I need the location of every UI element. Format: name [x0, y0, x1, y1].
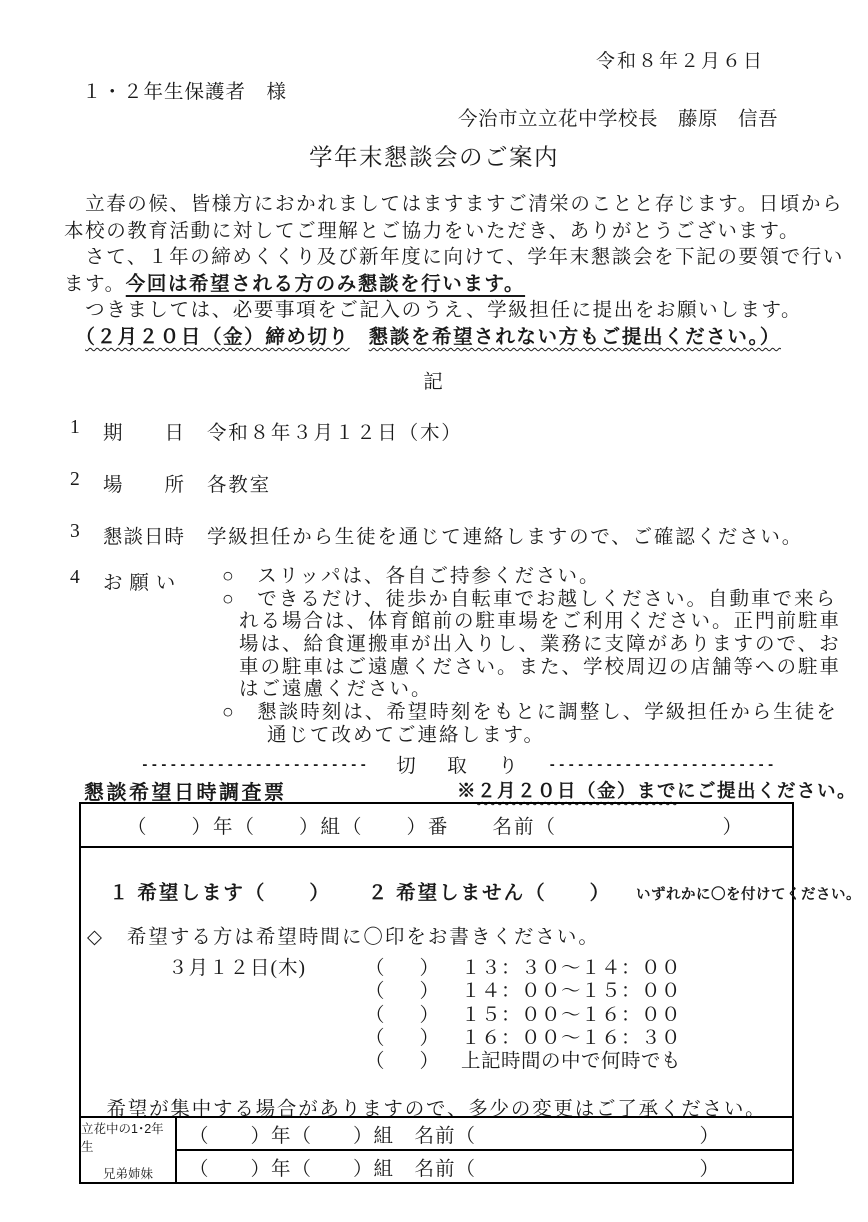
choice-instruction: いずれかに〇を付けてください。	[636, 887, 862, 903]
attendance-choice-row	[109, 877, 861, 905]
document-title: 学年末懇談会のご案内	[309, 145, 559, 171]
body-paragraphs	[64, 192, 856, 352]
bullet-line: 車の駐車はご遠慮ください。また、学校周辺の店舗等への駐車	[239, 656, 842, 678]
dashed-rule-left: ------------------------	[142, 755, 371, 773]
item-number: 4	[70, 567, 80, 588]
record-item-place	[0, 469, 868, 496]
student-name-row	[81, 804, 792, 848]
cut-here-label: 切 取 り	[396, 756, 524, 777]
deadline-emphasis: 懇談を希望されない方もご提出ください。）	[368, 326, 781, 348]
time-slot-label: １６：００～１６：３０	[461, 1028, 682, 1049]
time-slot-row	[365, 1045, 681, 1073]
paren-close: ）	[419, 958, 439, 979]
deadline-date: ２月２０日（金）まで	[476, 782, 677, 802]
sibling-close-paren: ）	[699, 1158, 720, 1180]
request-bullet-list	[222, 566, 852, 748]
paragraph-line: さて、１年の締めくくり及び新年度に向けて、学年末懇談会を下記の要領で行い	[64, 247, 844, 269]
siblings-label-cell	[81, 1118, 177, 1182]
item-number: 1	[70, 417, 80, 438]
choice-option-no: ２ 希望しません（ ）	[367, 883, 612, 904]
paren-close: ）	[419, 981, 439, 1002]
plain-text: ます。	[64, 273, 126, 295]
paren-open: （	[365, 1005, 385, 1026]
document-date: 令和８年２月６日	[595, 51, 764, 72]
record-item-schedule	[0, 521, 868, 548]
choice-option-yes: １ 希望します（ ）	[109, 883, 331, 904]
record-heading: 記	[423, 372, 445, 393]
siblings-rows	[177, 1118, 792, 1182]
record-item-date	[0, 417, 868, 444]
diamond-mark: ◇	[87, 927, 104, 948]
sibling-fields: （ ）年（ ）組 名前（	[189, 1125, 477, 1147]
checkbox-blank	[365, 1045, 439, 1073]
change-notice-text: 希望が集中する場合がありますので、多少の変更はご了承ください。	[106, 1099, 767, 1120]
name-row-close-paren: ）	[722, 817, 744, 838]
time-instruction-text: 希望する方は希望時間に〇印をお書きください。	[126, 927, 600, 948]
time-slot-label: １３：３０～１４：００	[461, 958, 682, 979]
paren-close: ）	[419, 1005, 439, 1026]
deadline-suffix: にご提出ください。	[676, 782, 857, 802]
paren-open: （	[365, 958, 385, 979]
time-slot-label: １５：００～１６：００	[461, 1005, 682, 1026]
item-value: 令和８年３月１２日（木）	[207, 423, 463, 444]
bullet-line: れる場合は、体育館前の駐車場をご利用ください。正門前駐車	[239, 611, 842, 633]
survey-form-title: 懇談希望日時調査票	[84, 782, 287, 804]
name-row-fields: （ ）年（ ）組（ ）番 名前（	[127, 817, 558, 838]
survey-form-box	[79, 802, 862, 1184]
item-label: 期 日	[103, 423, 186, 444]
paren-open: （	[365, 1051, 385, 1072]
paren-open: （	[365, 981, 385, 1002]
dashed-rule-right: ------------------------	[549, 755, 778, 773]
bullet-line: はご遠慮ください。	[239, 679, 433, 701]
paragraph-line: 本校の教育活動に対してご理解とご協力をいただき、ありがとうございます。	[64, 220, 801, 242]
sibling-row	[177, 1151, 792, 1182]
deadline-emphasis: （２月２０日（金）締め切り	[85, 326, 350, 348]
bullet-line: ○ できるだけ、徒歩か自転車でお越しください。自動車で来ら	[222, 588, 837, 610]
recipient-line: １・２年生保護者 様	[82, 82, 288, 103]
reference-mark: ※	[456, 782, 477, 802]
siblings-table	[81, 1116, 792, 1182]
time-instruction-row	[87, 921, 600, 949]
item-label: 場 所	[103, 475, 186, 496]
item-value: 各教室	[207, 475, 271, 496]
paren-close: ）	[419, 1028, 439, 1049]
paragraph-line	[64, 272, 856, 299]
item-label: 懇談日時	[103, 527, 186, 548]
paren-open: （	[365, 1028, 385, 1049]
time-slot-label: 上記時間の中で何時でも	[461, 1051, 682, 1072]
paragraph-line	[64, 325, 856, 352]
bullet-line: 通じて改めてご連絡します。	[267, 724, 545, 746]
item-number: 3	[70, 521, 80, 542]
sibling-close-paren: ）	[699, 1125, 720, 1147]
paragraph-line: つきましては、必要事項をご記入のうえ、学級担任に提出をお願いします。	[64, 300, 803, 322]
schedule-date-label: ３月１２日(木)	[168, 958, 306, 979]
bullet-line: ○ スリッパは、各自ご持参ください。	[222, 566, 601, 587]
item-number: 2	[70, 469, 80, 490]
item-value: 学級担任から生徒を通じて連絡しますので、ご確認ください。	[207, 527, 804, 548]
cut-here-line	[64, 750, 856, 778]
item-label: お 願 い	[103, 573, 177, 594]
sender-line: 今治市立立花中学校長 藤原 信吾	[458, 109, 779, 130]
siblings-label-line1: 立花中の1･2年生	[81, 1121, 164, 1154]
submission-deadline-note	[457, 777, 857, 803]
sibling-row	[177, 1118, 792, 1151]
paren-close: ）	[419, 1051, 439, 1072]
bullet-line: ○ 懇談時刻は、希望時刻をもとに調整し、学級担任から生徒を	[222, 702, 838, 724]
bullet-line: 場は、給食運搬車が出入りし、業務に支障がありますので、お	[239, 634, 841, 656]
time-slot-label: １４：００～１５：００	[461, 981, 682, 1002]
siblings-label-line2: 兄弟姉妹	[102, 1166, 153, 1181]
sibling-fields: （ ）年（ ）組 名前（	[189, 1158, 477, 1180]
paragraph-line: 立春の候、皆様方におかれましてはますますご清栄のことと存じます。日頃から	[64, 194, 844, 215]
emphasized-text: 今回は希望される方のみ懇談を行います。	[125, 273, 526, 295]
